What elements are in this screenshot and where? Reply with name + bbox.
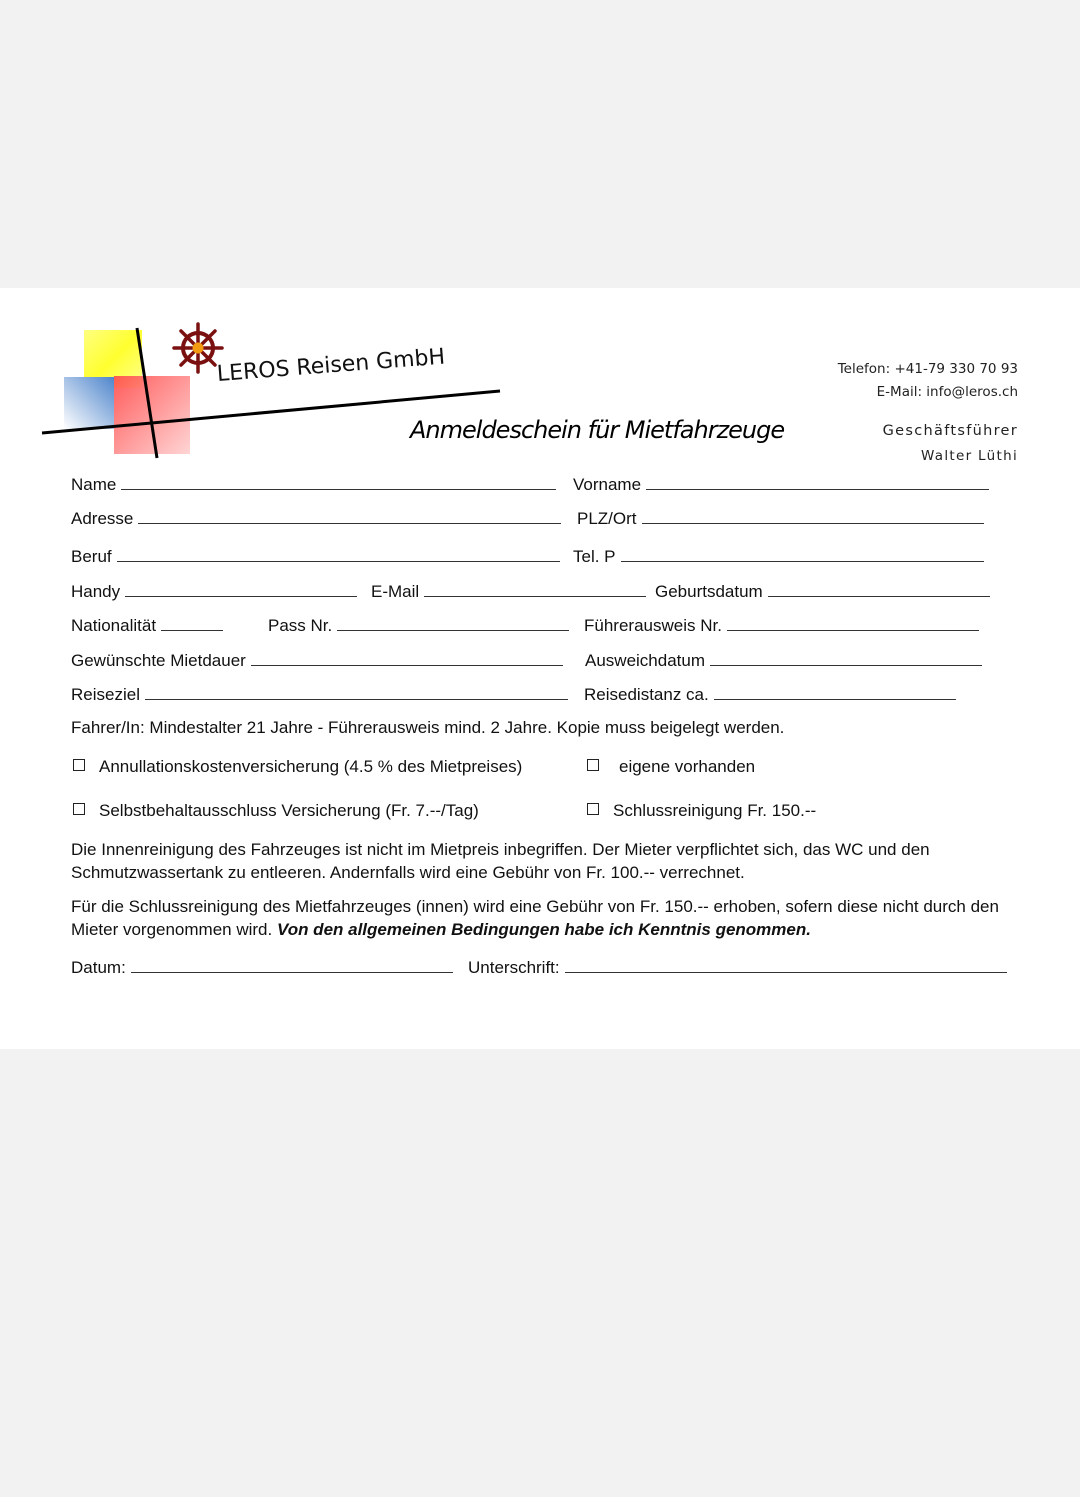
reiseziel-field[interactable]: [145, 681, 568, 700]
label-unterschrift: Unterschrift:: [468, 958, 560, 977]
label-plz-ort: PLZ/Ort: [577, 509, 637, 528]
label-reiseziel: Reiseziel: [71, 685, 140, 704]
geburtsdatum-field[interactable]: [768, 578, 990, 597]
unterschrift-field[interactable]: [565, 954, 1007, 973]
driver-requirements: Fahrer/In: Mindestalter 21 Jahre - Führerausweis mind. 2 Jahre. Kopie muss beigelegt werden.: [71, 718, 785, 737]
label-fuehrerausweis-nr: Führerausweis Nr.: [584, 616, 722, 635]
vorname-field[interactable]: [646, 471, 989, 490]
label-pass-nr: Pass Nr.: [268, 616, 333, 635]
email-field[interactable]: [424, 578, 646, 597]
logo-blue-square: [64, 377, 114, 429]
handy-field[interactable]: [125, 578, 357, 597]
label-vorname: Vorname: [573, 475, 642, 494]
checkbox-icon[interactable]: [587, 803, 599, 815]
label-datum: Datum:: [71, 958, 126, 977]
fuehrerausweis-nr-field[interactable]: [727, 612, 979, 631]
pass-nr-field[interactable]: [337, 612, 569, 631]
checkbox-icon[interactable]: [73, 759, 85, 771]
option-final-cleaning[interactable]: [587, 800, 816, 822]
option-label: eigene vorhanden: [619, 757, 756, 776]
reisedistanz-field[interactable]: [714, 681, 956, 700]
label-handy: Handy: [71, 582, 121, 601]
option-label: Selbstbehaltausschluss Versicherung (Fr. 7.--/Tag): [99, 801, 479, 820]
phone-number: Telefon: +41-79 330 70 93: [837, 361, 1018, 377]
nationalitaet-field[interactable]: [161, 612, 223, 631]
checkbox-icon[interactable]: [587, 759, 599, 771]
final-cleaning-text: Für die Schlussreinigung des Mietfahrzeuges (innen) wird eine Gebühr von Fr. 150.-- erhoben, sofern diese nicht durch den Mieter vorgenommen wird.: [71, 897, 999, 939]
adresse-field[interactable]: [138, 505, 561, 524]
company-name: LEROS Reisen GmbH: [216, 344, 446, 387]
manager-info: [883, 419, 1018, 469]
tel-p-field[interactable]: [621, 543, 984, 562]
mietdauer-field[interactable]: [251, 647, 563, 666]
checkbox-icon[interactable]: [73, 803, 85, 815]
manager-title: Geschäftsführer: [882, 423, 1018, 439]
option-own-insurance[interactable]: [587, 756, 755, 778]
name-field[interactable]: [121, 471, 556, 490]
option-cancellation-insurance[interactable]: [73, 756, 522, 778]
datum-field[interactable]: [131, 954, 453, 973]
label-email: E-Mail: [371, 582, 420, 601]
logo-red-square: [114, 376, 190, 454]
plz-ort-field[interactable]: [642, 505, 984, 524]
ausweichdatum-field[interactable]: [710, 647, 982, 666]
final-cleaning-note: [71, 895, 1011, 941]
contact-info: [838, 358, 1018, 404]
label-adresse: Adresse: [71, 509, 134, 528]
manager-name: Walter Lüthi: [921, 448, 1018, 464]
label-tel-p: Tel. P: [573, 547, 616, 566]
option-label: Annullationskostenversicherung (4.5 % des Mietpreises): [99, 757, 523, 776]
terms-acknowledgement: Von den allgemeinen Bedingungen habe ich Kenntnis genommen.: [276, 920, 811, 939]
label-nationalitaet: Nationalität: [71, 616, 157, 635]
label-ausweichdatum: Ausweichdatum: [585, 651, 706, 670]
label-beruf: Beruf: [71, 547, 112, 566]
cleaning-note: Die Innenreinigung des Fahrzeuges ist nicht im Mietpreis inbegriffen. Der Mieter verpflichtet sich, das WC und den Schmutzwassertank zu entleeren. Andernfalls wird eine Gebühr von Fr. 100.-- verrechnet.: [71, 840, 930, 882]
document-title: Anmeldeschein für Mietfahrzeuge: [410, 416, 785, 444]
label-reisedistanz: Reisedistanz ca.: [584, 685, 709, 704]
beruf-field[interactable]: [117, 543, 560, 562]
email-address: E-Mail: info@leros.ch: [876, 384, 1018, 400]
label-mietdauer: Gewünschte Mietdauer: [71, 651, 246, 670]
ship-helm-wheel-icon: [174, 324, 222, 372]
option-deductible-waiver[interactable]: [73, 800, 479, 822]
label-name: Name: [71, 475, 117, 494]
label-geburtsdatum: Geburtsdatum: [655, 582, 763, 601]
option-label: Schlussreinigung Fr. 150.--: [613, 801, 817, 820]
